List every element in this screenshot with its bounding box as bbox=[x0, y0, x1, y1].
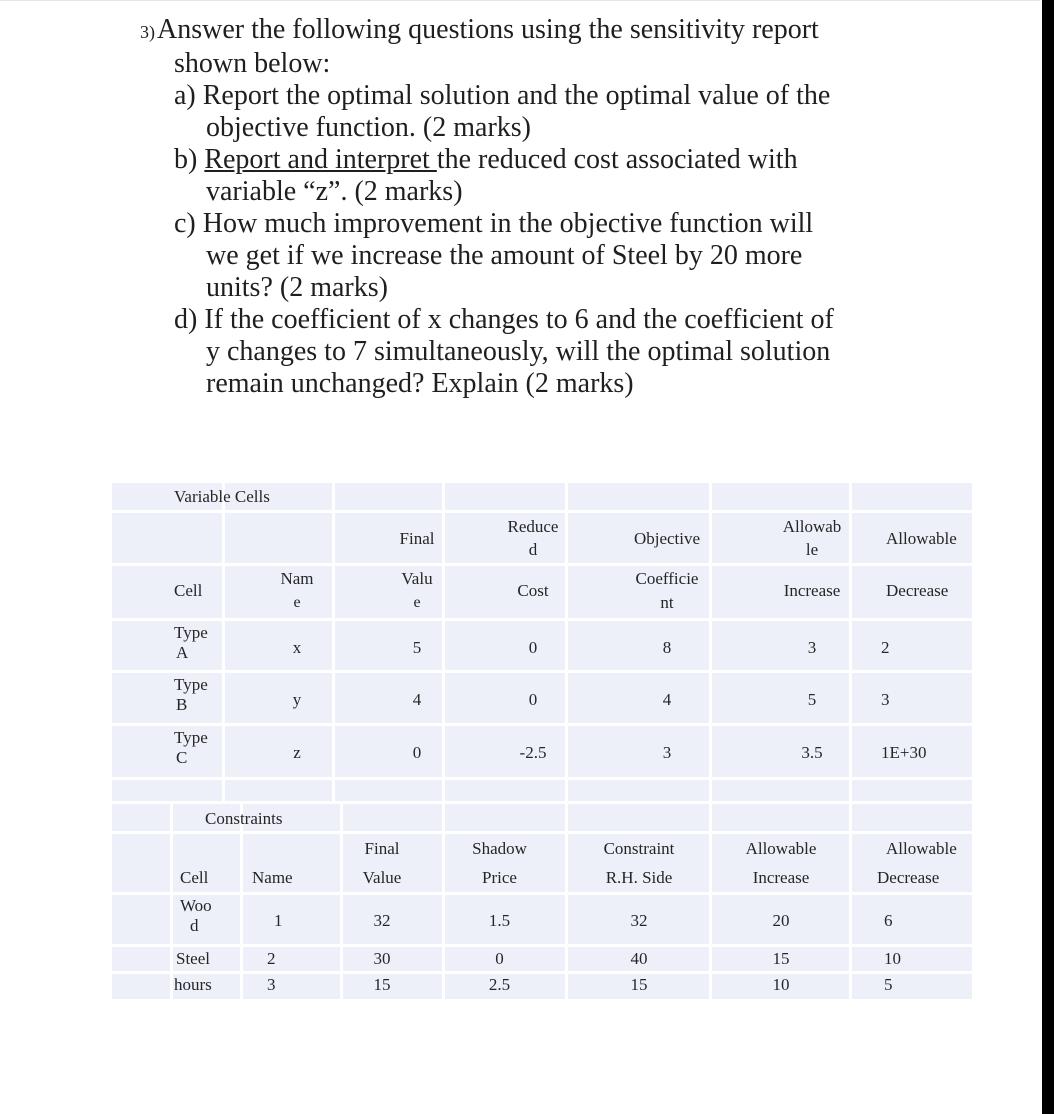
grid-line bbox=[240, 803, 243, 999]
header-reduced-3: Cost bbox=[517, 581, 549, 600]
var-row-final: 0 bbox=[412, 743, 422, 762]
con-row-name: 2 bbox=[267, 949, 276, 968]
part-d-line-3: remain unchanged? Explain (2 marks) bbox=[206, 368, 634, 399]
header-allow-dec-1: Allowable bbox=[886, 529, 957, 548]
var-row-dec: 1E+30 bbox=[881, 743, 927, 762]
var-row-objective: 3 bbox=[662, 743, 672, 762]
var-row-final: 4 bbox=[412, 690, 422, 709]
header-reduced-2: d bbox=[528, 540, 538, 559]
con-row-cell-2: d bbox=[190, 916, 199, 935]
header-objective-3: nt bbox=[660, 593, 674, 612]
question-intro-line-1 bbox=[140, 14, 1020, 48]
var-row-name: x bbox=[292, 638, 302, 657]
con-row-shadow: 0 bbox=[495, 949, 504, 968]
part-b-underlined: Report and interpret bbox=[204, 144, 437, 175]
header-objective-2: Coefficie bbox=[635, 569, 699, 588]
con-row-rhs: 40 bbox=[630, 949, 648, 968]
question-number: 3) bbox=[140, 22, 155, 42]
part-b-line-2: variable “z”. (2 marks) bbox=[206, 176, 463, 207]
c-header-shadow-2: Price bbox=[482, 868, 517, 887]
grid-line bbox=[112, 618, 972, 621]
header-objective-1: Objective bbox=[633, 529, 701, 548]
con-row-rhs: 15 bbox=[630, 975, 648, 994]
top-divider bbox=[0, 0, 1040, 1]
con-row-shadow: 2.5 bbox=[488, 975, 511, 994]
question-intro-line-2: shown below: bbox=[174, 48, 331, 79]
part-b-rest: the reduced cost associated with bbox=[436, 144, 798, 175]
variable-cells-title: Variable Cells bbox=[174, 487, 270, 506]
con-row-cell-1: hours bbox=[174, 975, 212, 994]
var-row-name: z bbox=[293, 743, 301, 762]
header-name-1: Nam bbox=[280, 569, 314, 588]
part-c-line-2: we get if we increase the amount of Steel by 20 more bbox=[206, 240, 803, 271]
header-final-3: e bbox=[413, 594, 421, 611]
grid-line bbox=[112, 563, 972, 566]
var-row-dec: 2 bbox=[881, 638, 890, 657]
part-c-line-3: units? (2 marks) bbox=[206, 272, 388, 303]
var-row-name: y bbox=[292, 690, 302, 709]
grid-line bbox=[112, 670, 972, 673]
header-cell: Cell bbox=[174, 581, 203, 600]
c-header-shadow-1: Shadow bbox=[472, 839, 527, 858]
part-d-line-1: d) If the coefficient of x changes to 6 and the coefficient of bbox=[174, 304, 834, 335]
con-row-final: 15 bbox=[373, 975, 391, 994]
c-header-final-1: Final bbox=[364, 839, 400, 858]
header-reduced-1: Reduce bbox=[507, 517, 559, 536]
c-header-cell: Cell bbox=[180, 868, 209, 887]
header-final-2: Valu bbox=[401, 569, 433, 588]
c-header-rhs-2: R.H. Side bbox=[605, 868, 673, 887]
var-row-final: 5 bbox=[412, 638, 422, 657]
grid-line bbox=[170, 803, 173, 999]
part-a-line-1: a) Report the optimal solution and the optimal value of the bbox=[174, 80, 831, 111]
constraints-title: Constraints bbox=[205, 809, 283, 828]
header-allow-inc-2: le bbox=[805, 540, 819, 559]
var-row-inc: 3.5 bbox=[801, 743, 823, 762]
grid-line bbox=[112, 510, 972, 513]
c-header-inc-2: Increase bbox=[752, 868, 810, 887]
header-final-1: Final bbox=[399, 529, 435, 548]
part-a-line-2: objective function. (2 marks) bbox=[206, 112, 532, 143]
part-d-line-2: y changes to 7 simultaneously, will the optimal solution bbox=[206, 336, 831, 367]
c-header-dec-1: Allowable bbox=[886, 839, 957, 858]
var-row-reduced: -2.5 bbox=[519, 743, 547, 762]
con-row-name: 1 bbox=[274, 911, 283, 930]
right-edge-bar bbox=[1042, 0, 1054, 1114]
con-row-inc: 10 bbox=[772, 975, 790, 994]
c-header-dec-2: Decrease bbox=[877, 868, 940, 887]
var-row-reduced: 0 bbox=[528, 638, 538, 657]
sensitivity-report-table bbox=[112, 483, 972, 999]
grid-line bbox=[442, 803, 445, 999]
var-row-cell-2: B bbox=[176, 695, 188, 714]
var-row-cell-2: A bbox=[176, 643, 189, 662]
c-header-inc-1: Allowable bbox=[745, 839, 817, 858]
grid-line bbox=[709, 803, 712, 999]
c-header-final-2: Value bbox=[362, 868, 402, 887]
var-row-objective: 4 bbox=[662, 690, 672, 709]
question-intro-text: Answer the following questions using the sensitivity report bbox=[157, 14, 819, 45]
var-row-cell-1: Type bbox=[174, 623, 208, 642]
part-b-prefix: b) bbox=[174, 144, 205, 175]
con-row-dec: 5 bbox=[884, 975, 893, 994]
con-row-inc: 20 bbox=[772, 911, 790, 930]
grid-line bbox=[849, 803, 852, 999]
part-c-line-1: c) How much improvement in the objective function will bbox=[174, 208, 814, 239]
c-header-rhs-1: Constraint bbox=[603, 839, 675, 858]
con-row-final: 32 bbox=[373, 911, 391, 930]
var-row-reduced: 0 bbox=[528, 690, 538, 709]
var-row-inc: 5 bbox=[807, 690, 817, 709]
con-row-dec: 10 bbox=[884, 949, 901, 968]
c-header-name: Name bbox=[252, 868, 293, 887]
con-row-shadow: 1.5 bbox=[488, 911, 511, 930]
con-row-name: 3 bbox=[267, 975, 276, 994]
grid-line bbox=[565, 803, 568, 999]
header-allow-inc-1: Allowab bbox=[782, 517, 842, 536]
var-row-objective: 8 bbox=[662, 638, 672, 657]
con-row-inc: 15 bbox=[772, 949, 790, 968]
header-allow-inc-3: Increase bbox=[783, 581, 841, 600]
header-name-2: e bbox=[293, 594, 301, 611]
grid-line bbox=[222, 483, 225, 801]
grid-line bbox=[112, 777, 972, 780]
part-b-line-1 bbox=[140, 144, 1020, 176]
question-block bbox=[140, 14, 1020, 400]
grid-line bbox=[340, 803, 343, 999]
var-row-dec: 3 bbox=[881, 690, 890, 709]
var-row-cell-1: Type bbox=[174, 728, 208, 747]
con-row-rhs: 32 bbox=[630, 911, 648, 930]
header-allow-dec-2: Decrease bbox=[886, 581, 949, 600]
con-row-final: 30 bbox=[373, 949, 391, 968]
grid-line bbox=[112, 723, 972, 726]
var-row-cell-1: Type bbox=[174, 675, 208, 694]
con-row-cell-1: Steel bbox=[176, 949, 210, 968]
con-row-cell-1: Woo bbox=[180, 896, 212, 915]
var-row-inc: 3 bbox=[807, 638, 817, 657]
con-row-dec: 6 bbox=[884, 911, 893, 930]
var-row-cell-2: C bbox=[176, 748, 188, 767]
